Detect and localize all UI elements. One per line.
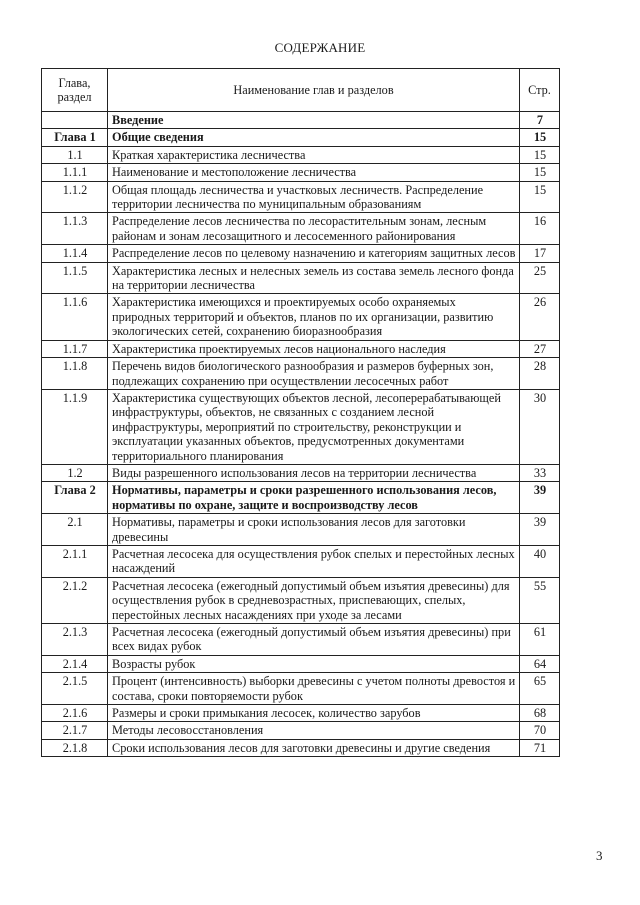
row-page: 15 [520,129,560,146]
table-row [42,624,560,656]
table-row [42,577,560,623]
row-section: 2.1 [42,514,108,546]
row-section: 2.1.1 [42,545,108,577]
row-page: 25 [520,262,560,294]
row-page: 39 [520,482,560,514]
row-name: Характеристика имеющихся и проектируемых особо охраняемых природных территорий и объектов, планов по их организации, развитию экологических сетей, сохранению биоразнообразия [108,294,520,340]
row-page: 55 [520,577,560,623]
row-name: Характеристика лесных и нелесных земель из состава земель лесного фонда на территории лесничества [108,262,520,294]
row-section: 2.1.6 [42,705,108,722]
row-section: Глава 2 [42,482,108,514]
table-row [42,164,560,181]
row-name: Расчетная лесосека для осуществления рубок спелых и перестойных лесных насаждений [108,545,520,577]
row-section: 1.1.2 [42,181,108,213]
row-page: 71 [520,739,560,756]
row-name: Процент (интенсивность) выборки древесины с учетом полноты древостоя и состава, сроки повторяемости рубок [108,673,520,705]
row-section: 1.1.1 [42,164,108,181]
table-row [42,464,560,481]
row-section: 2.1.7 [42,722,108,739]
row-name: Расчетная лесосека (ежегодный допустимый объем изъятия древесины) для осуществления рубок в средневозрастных, приспевающих, спелых, перестойных лесных насаждениях при уходе за лесами [108,577,520,623]
contents-table [41,68,560,757]
table-row [42,705,560,722]
row-section: 2.1.4 [42,655,108,672]
row-name: Возрасты рубок [108,655,520,672]
header-page: Стр. [520,69,560,112]
row-name: Характеристика существующих объектов лесной, лесоперерабатывающей инфраструктуры, объектов, не связанных с созданием лесной инфраструктуры, мероприятий по строительству, реконструкции и эксплуатации указанных объектов, предусмотренных документами территориального планирования [108,389,520,464]
page-number: 3 [596,848,603,863]
row-page: 33 [520,464,560,481]
row-page: 61 [520,624,560,656]
row-name: Размеры и сроки примыкания лесосек, количество зарубов [108,705,520,722]
row-section: 2.1.8 [42,739,108,756]
table-row [42,673,560,705]
row-name: Введение [108,112,520,129]
table-row [42,181,560,213]
row-section: 2.1.5 [42,673,108,705]
table-row [42,112,560,129]
row-section: 1.1.6 [42,294,108,340]
row-page: 64 [520,655,560,672]
row-page: 30 [520,389,560,464]
table-row [42,129,560,146]
row-name: Виды разрешенного использования лесов на территории лесничества [108,464,520,481]
row-name: Общие сведения [108,129,520,146]
row-section: 1.1 [42,146,108,163]
row-name: Нормативы, параметры и сроки использования лесов для заготовки древесины [108,514,520,546]
table-row [42,545,560,577]
row-section: Глава 1 [42,129,108,146]
row-page: 40 [520,545,560,577]
table-header-row [42,69,560,112]
row-name: Методы лесовосстановления [108,722,520,739]
table-row [42,358,560,390]
row-page: 26 [520,294,560,340]
row-name: Распределение лесов по целевому назначению и категориям защитных лесов [108,245,520,262]
row-section: 2.1.3 [42,624,108,656]
row-page: 15 [520,146,560,163]
row-name: Общая площадь лесничества и участковых лесничеств. Распределение территории лесничества по муниципальным образованиям [108,181,520,213]
row-name: Сроки использования лесов для заготовки древесины и другие сведения [108,739,520,756]
row-page: 16 [520,213,560,245]
table-row [42,739,560,756]
table-row [42,294,560,340]
row-section: 1.1.9 [42,389,108,464]
table-row [42,482,560,514]
page-title: СОДЕРЖАНИЕ [274,40,366,55]
row-name: Нормативы, параметры и сроки разрешенного использования лесов, нормативы по охране, защите и воспроизводству лесов [108,482,520,514]
row-page: 28 [520,358,560,390]
header-section: Глава, раздел [42,69,108,112]
row-page: 17 [520,245,560,262]
row-page: 15 [520,164,560,181]
table-row [42,340,560,357]
row-section: 1.2 [42,464,108,481]
row-section: 1.1.3 [42,213,108,245]
row-name: Расчетная лесосека (ежегодный допустимый объем изъятия древесины) при всех видах рубок [108,624,520,656]
row-name: Распределение лесов лесничества по лесорастительным зонам, лесным районам и зонам лесозащитного и лесосеменного районирования [108,213,520,245]
table-row [42,722,560,739]
header-name: Наименование глав и разделов [108,69,520,112]
table-row [42,262,560,294]
table-row [42,389,560,464]
table-row [42,655,560,672]
row-name: Наименование и местоположение лесничества [108,164,520,181]
row-name: Краткая характеристика лесничества [108,146,520,163]
row-section: 1.1.4 [42,245,108,262]
table-row [42,146,560,163]
row-section: 2.1.2 [42,577,108,623]
row-name: Характеристика проектируемых лесов национального наследия [108,340,520,357]
row-section: 1.1.5 [42,262,108,294]
row-page: 65 [520,673,560,705]
row-page: 68 [520,705,560,722]
row-page: 15 [520,181,560,213]
row-section: 1.1.7 [42,340,108,357]
row-page: 7 [520,112,560,129]
row-page: 70 [520,722,560,739]
row-page: 27 [520,340,560,357]
row-section: 1.1.8 [42,358,108,390]
row-name: Перечень видов биологического разнообразия и размеров буферных зон, подлежащих сохранению при осуществлении лесосечных работ [108,358,520,390]
row-page: 39 [520,514,560,546]
table-body [42,112,560,757]
table-row [42,213,560,245]
table-row [42,245,560,262]
table-row [42,514,560,546]
row-section [42,112,108,129]
